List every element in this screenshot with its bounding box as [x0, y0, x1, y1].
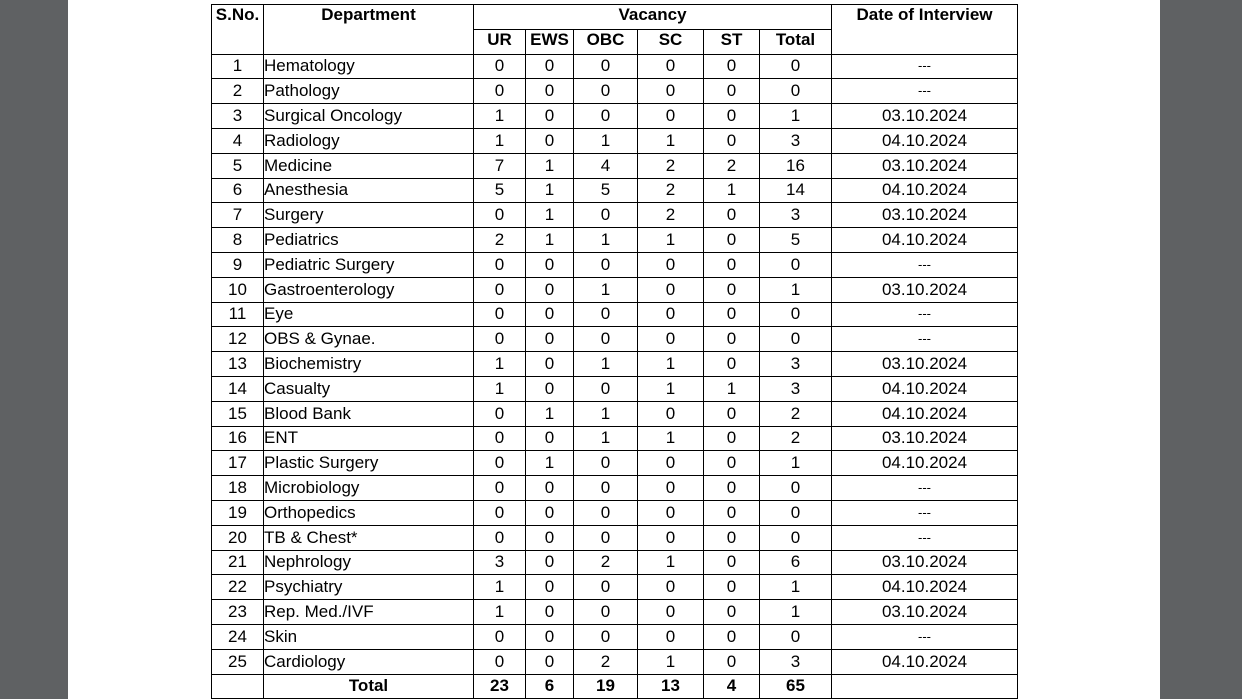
cell-obc: 1 — [574, 426, 638, 451]
cell-st: 0 — [704, 500, 760, 525]
cell-sc: 0 — [638, 302, 704, 327]
total-sc: 13 — [638, 674, 704, 699]
cell-obc: 1 — [574, 228, 638, 253]
cell-department: Biochemistry — [264, 352, 474, 377]
cell-ews: 0 — [526, 327, 574, 352]
cell-ur: 0 — [474, 426, 526, 451]
cell-st: 0 — [704, 203, 760, 228]
cell-total: 0 — [760, 302, 832, 327]
cell-obc: 1 — [574, 401, 638, 426]
cell-date: 03.10.2024 — [832, 426, 1018, 451]
cell-st: 0 — [704, 302, 760, 327]
cell-obc: 0 — [574, 252, 638, 277]
cell-date: 03.10.2024 — [832, 352, 1018, 377]
cell-date: 03.10.2024 — [832, 600, 1018, 625]
cell-ur: 3 — [474, 550, 526, 575]
cell-date: 04.10.2024 — [832, 228, 1018, 253]
cell-ur: 0 — [474, 252, 526, 277]
table-row — [212, 104, 1018, 129]
cell-st: 0 — [704, 624, 760, 649]
cell-department: Pathology — [264, 79, 474, 104]
table-row — [212, 54, 1018, 79]
cell-sc: 2 — [638, 178, 704, 203]
cell-ur: 0 — [474, 649, 526, 674]
table-row — [212, 302, 1018, 327]
cell-ews: 0 — [526, 352, 574, 377]
header-row-main — [212, 5, 1018, 30]
cell-obc: 1 — [574, 277, 638, 302]
cell-date: --- — [832, 525, 1018, 550]
cell-ews: 0 — [526, 426, 574, 451]
table-row — [212, 376, 1018, 401]
cell-sc: 1 — [638, 426, 704, 451]
cell-ews: 0 — [526, 500, 574, 525]
cell-sno: 6 — [212, 178, 264, 203]
cell-sno: 8 — [212, 228, 264, 253]
cell-department: Hematology — [264, 54, 474, 79]
table-row — [212, 128, 1018, 153]
cell-sc: 0 — [638, 624, 704, 649]
cell-ews: 0 — [526, 550, 574, 575]
cell-obc: 5 — [574, 178, 638, 203]
vacancy-table — [211, 4, 1018, 699]
cell-department: Blood Bank — [264, 401, 474, 426]
cell-total: 1 — [760, 104, 832, 129]
cell-st: 0 — [704, 426, 760, 451]
cell-ur: 0 — [474, 500, 526, 525]
cell-st: 0 — [704, 401, 760, 426]
cell-sno: 20 — [212, 525, 264, 550]
cell-ews: 0 — [526, 525, 574, 550]
header-obc: OBC — [574, 29, 638, 54]
cell-ur: 1 — [474, 376, 526, 401]
cell-total: 3 — [760, 203, 832, 228]
cell-ur: 5 — [474, 178, 526, 203]
cell-obc: 0 — [574, 500, 638, 525]
cell-st: 0 — [704, 525, 760, 550]
cell-sno: 7 — [212, 203, 264, 228]
cell-department: TB & Chest* — [264, 525, 474, 550]
cell-department: Cardiology — [264, 649, 474, 674]
cell-ur: 0 — [474, 451, 526, 476]
cell-department: Eye — [264, 302, 474, 327]
cell-st: 0 — [704, 451, 760, 476]
cell-obc: 0 — [574, 327, 638, 352]
cell-date: 04.10.2024 — [832, 451, 1018, 476]
cell-department: Surgery — [264, 203, 474, 228]
cell-ur: 0 — [474, 624, 526, 649]
cell-date: 04.10.2024 — [832, 649, 1018, 674]
cell-department: Microbiology — [264, 476, 474, 501]
cell-sc: 2 — [638, 153, 704, 178]
cell-obc: 0 — [574, 79, 638, 104]
cell-total: 1 — [760, 277, 832, 302]
cell-st: 0 — [704, 600, 760, 625]
cell-obc: 0 — [574, 451, 638, 476]
header-date-of-interview: Date of Interview — [832, 5, 1018, 55]
cell-obc: 0 — [574, 104, 638, 129]
cell-department: ENT — [264, 426, 474, 451]
cell-total: 1 — [760, 600, 832, 625]
cell-date: --- — [832, 624, 1018, 649]
cell-st: 0 — [704, 228, 760, 253]
cell-sc: 0 — [638, 79, 704, 104]
cell-ur: 0 — [474, 327, 526, 352]
cell-sc: 1 — [638, 649, 704, 674]
cell-date: 03.10.2024 — [832, 203, 1018, 228]
cell-date: 04.10.2024 — [832, 178, 1018, 203]
cell-ews: 1 — [526, 203, 574, 228]
cell-sno: 11 — [212, 302, 264, 327]
cell-sno: 5 — [212, 153, 264, 178]
cell-sno: 12 — [212, 327, 264, 352]
cell-sc: 0 — [638, 575, 704, 600]
cell-date: --- — [832, 302, 1018, 327]
document-page — [68, 0, 1160, 699]
cell-sc: 0 — [638, 104, 704, 129]
table-row — [212, 352, 1018, 377]
cell-department: Psychiatry — [264, 575, 474, 600]
cell-st: 0 — [704, 352, 760, 377]
cell-ur: 0 — [474, 476, 526, 501]
cell-sno: 2 — [212, 79, 264, 104]
cell-st: 0 — [704, 550, 760, 575]
cell-ews: 0 — [526, 624, 574, 649]
cell-ews: 1 — [526, 153, 574, 178]
cell-ews: 1 — [526, 401, 574, 426]
cell-department: Nephrology — [264, 550, 474, 575]
cell-department: Casualty — [264, 376, 474, 401]
cell-obc: 0 — [574, 525, 638, 550]
table-row — [212, 79, 1018, 104]
cell-date: --- — [832, 54, 1018, 79]
table-row — [212, 600, 1018, 625]
cell-total: 16 — [760, 153, 832, 178]
header-total: Total — [760, 29, 832, 54]
cell-sc: 0 — [638, 476, 704, 501]
cell-st: 0 — [704, 104, 760, 129]
cell-obc: 1 — [574, 128, 638, 153]
cell-date: 04.10.2024 — [832, 128, 1018, 153]
total-obc: 19 — [574, 674, 638, 699]
total-ur: 23 — [474, 674, 526, 699]
table-row — [212, 525, 1018, 550]
cell-date: 03.10.2024 — [832, 277, 1018, 302]
cell-obc: 4 — [574, 153, 638, 178]
cell-department: Gastroenterology — [264, 277, 474, 302]
cell-ews: 1 — [526, 178, 574, 203]
header-sc: SC — [638, 29, 704, 54]
cell-obc: 2 — [574, 550, 638, 575]
cell-total: 2 — [760, 426, 832, 451]
cell-sc: 1 — [638, 128, 704, 153]
cell-ews: 0 — [526, 600, 574, 625]
cell-sc: 1 — [638, 228, 704, 253]
cell-ur: 1 — [474, 600, 526, 625]
cell-obc: 0 — [574, 476, 638, 501]
cell-ur: 0 — [474, 277, 526, 302]
cell-st: 0 — [704, 128, 760, 153]
cell-sno: 23 — [212, 600, 264, 625]
cell-ews: 0 — [526, 252, 574, 277]
cell-total: 3 — [760, 352, 832, 377]
cell-department: OBS & Gynae. — [264, 327, 474, 352]
cell-total: 0 — [760, 476, 832, 501]
cell-ur: 1 — [474, 104, 526, 129]
cell-date: 04.10.2024 — [832, 575, 1018, 600]
cell-sc: 0 — [638, 525, 704, 550]
table-row — [212, 203, 1018, 228]
cell-ur: 0 — [474, 54, 526, 79]
cell-obc: 0 — [574, 624, 638, 649]
cell-sno: 10 — [212, 277, 264, 302]
cell-st: 0 — [704, 54, 760, 79]
cell-total: 3 — [760, 376, 832, 401]
cell-date: 03.10.2024 — [832, 153, 1018, 178]
cell-sno: 18 — [212, 476, 264, 501]
cell-sc: 1 — [638, 376, 704, 401]
cell-total: 0 — [760, 525, 832, 550]
cell-st: 0 — [704, 476, 760, 501]
cell-sno: 19 — [212, 500, 264, 525]
cell-st: 2 — [704, 153, 760, 178]
cell-date: --- — [832, 327, 1018, 352]
cell-st: 0 — [704, 252, 760, 277]
cell-sno: 16 — [212, 426, 264, 451]
cell-total: 0 — [760, 500, 832, 525]
cell-total: 3 — [760, 128, 832, 153]
cell-sc: 2 — [638, 203, 704, 228]
cell-obc: 0 — [574, 376, 638, 401]
cell-ur: 7 — [474, 153, 526, 178]
cell-obc: 0 — [574, 600, 638, 625]
cell-date: --- — [832, 500, 1018, 525]
cell-st: 0 — [704, 575, 760, 600]
total-ews: 6 — [526, 674, 574, 699]
cell-department: Skin — [264, 624, 474, 649]
cell-obc: 0 — [574, 203, 638, 228]
header-ur: UR — [474, 29, 526, 54]
total-label: Total — [264, 674, 474, 699]
header-sno: S.No. — [212, 5, 264, 55]
cell-sc: 0 — [638, 451, 704, 476]
cell-sno: 14 — [212, 376, 264, 401]
header-ews: EWS — [526, 29, 574, 54]
cell-st: 0 — [704, 327, 760, 352]
table-row — [212, 575, 1018, 600]
cell-sc: 0 — [638, 252, 704, 277]
cell-total: 0 — [760, 252, 832, 277]
cell-sc: 0 — [638, 401, 704, 426]
cell-total: 0 — [760, 79, 832, 104]
cell-sno: 1 — [212, 54, 264, 79]
cell-sc: 0 — [638, 54, 704, 79]
cell-sno: 24 — [212, 624, 264, 649]
cell-total: 3 — [760, 649, 832, 674]
cell-st: 0 — [704, 79, 760, 104]
cell-obc: 2 — [574, 649, 638, 674]
cell-sno: 3 — [212, 104, 264, 129]
cell-date: 03.10.2024 — [832, 550, 1018, 575]
cell-obc: 0 — [574, 575, 638, 600]
cell-ur: 0 — [474, 302, 526, 327]
total-st: 4 — [704, 674, 760, 699]
cell-total: 1 — [760, 451, 832, 476]
table-row — [212, 228, 1018, 253]
cell-ur: 0 — [474, 401, 526, 426]
cell-total: 5 — [760, 228, 832, 253]
cell-ews: 0 — [526, 104, 574, 129]
cell-sc: 0 — [638, 500, 704, 525]
cell-ews: 0 — [526, 376, 574, 401]
cell-department: Rep. Med./IVF — [264, 600, 474, 625]
cell-total: 0 — [760, 624, 832, 649]
cell-obc: 0 — [574, 54, 638, 79]
cell-total: 0 — [760, 54, 832, 79]
cell-ur: 0 — [474, 525, 526, 550]
cell-total: 6 — [760, 550, 832, 575]
cell-date: 03.10.2024 — [832, 104, 1018, 129]
cell-total: 2 — [760, 401, 832, 426]
cell-ur: 2 — [474, 228, 526, 253]
cell-sc: 1 — [638, 550, 704, 575]
cell-st: 0 — [704, 649, 760, 674]
cell-ews: 0 — [526, 79, 574, 104]
cell-sno: 17 — [212, 451, 264, 476]
cell-department: Surgical Oncology — [264, 104, 474, 129]
cell-sno: 4 — [212, 128, 264, 153]
table-row — [212, 277, 1018, 302]
cell-sno: 13 — [212, 352, 264, 377]
header-vacancy: Vacancy — [474, 5, 832, 30]
cell-sno: 15 — [212, 401, 264, 426]
cell-total: 14 — [760, 178, 832, 203]
table-row — [212, 476, 1018, 501]
cell-date: 04.10.2024 — [832, 401, 1018, 426]
table-row — [212, 401, 1018, 426]
table-row — [212, 624, 1018, 649]
cell-ews: 1 — [526, 451, 574, 476]
table-row — [212, 252, 1018, 277]
cell-date: --- — [832, 252, 1018, 277]
cell-sc: 1 — [638, 352, 704, 377]
cell-ews: 0 — [526, 476, 574, 501]
cell-sno: 22 — [212, 575, 264, 600]
cell-department: Anesthesia — [264, 178, 474, 203]
cell-department: Medicine — [264, 153, 474, 178]
cell-ur: 1 — [474, 575, 526, 600]
table-row — [212, 327, 1018, 352]
cell-ur: 1 — [474, 128, 526, 153]
table-row — [212, 550, 1018, 575]
cell-total: 1 — [760, 575, 832, 600]
header-st: ST — [704, 29, 760, 54]
cell-obc: 0 — [574, 302, 638, 327]
cell-total: 0 — [760, 327, 832, 352]
cell-sc: 0 — [638, 327, 704, 352]
cell-st: 1 — [704, 376, 760, 401]
table-row — [212, 451, 1018, 476]
cell-ur: 0 — [474, 203, 526, 228]
total-total: 65 — [760, 674, 832, 699]
cell-department: Pediatrics — [264, 228, 474, 253]
cell-ews: 0 — [526, 128, 574, 153]
cell-department: Pediatric Surgery — [264, 252, 474, 277]
cell-ews: 0 — [526, 54, 574, 79]
cell-sno: 9 — [212, 252, 264, 277]
cell-st: 0 — [704, 277, 760, 302]
cell-sno: 21 — [212, 550, 264, 575]
cell-ews: 0 — [526, 302, 574, 327]
table-row — [212, 153, 1018, 178]
cell-st: 1 — [704, 178, 760, 203]
cell-date: --- — [832, 79, 1018, 104]
total-date-cell — [832, 674, 1018, 699]
cell-department: Orthopedics — [264, 500, 474, 525]
cell-date: --- — [832, 476, 1018, 501]
table-body — [212, 54, 1018, 674]
cell-department: Plastic Surgery — [264, 451, 474, 476]
cell-ur: 1 — [474, 352, 526, 377]
cell-department: Radiology — [264, 128, 474, 153]
cell-ews: 1 — [526, 228, 574, 253]
cell-sno: 25 — [212, 649, 264, 674]
cell-obc: 1 — [574, 352, 638, 377]
cell-ews: 0 — [526, 575, 574, 600]
cell-sc: 0 — [638, 277, 704, 302]
table-row — [212, 649, 1018, 674]
cell-sc: 0 — [638, 600, 704, 625]
table-row — [212, 178, 1018, 203]
total-row — [212, 674, 1018, 699]
total-sno-cell — [212, 674, 264, 699]
cell-ews: 0 — [526, 277, 574, 302]
cell-date: 04.10.2024 — [832, 376, 1018, 401]
cell-ur: 0 — [474, 79, 526, 104]
header-department: Department — [264, 5, 474, 55]
cell-ews: 0 — [526, 649, 574, 674]
table-row — [212, 500, 1018, 525]
table-row — [212, 426, 1018, 451]
